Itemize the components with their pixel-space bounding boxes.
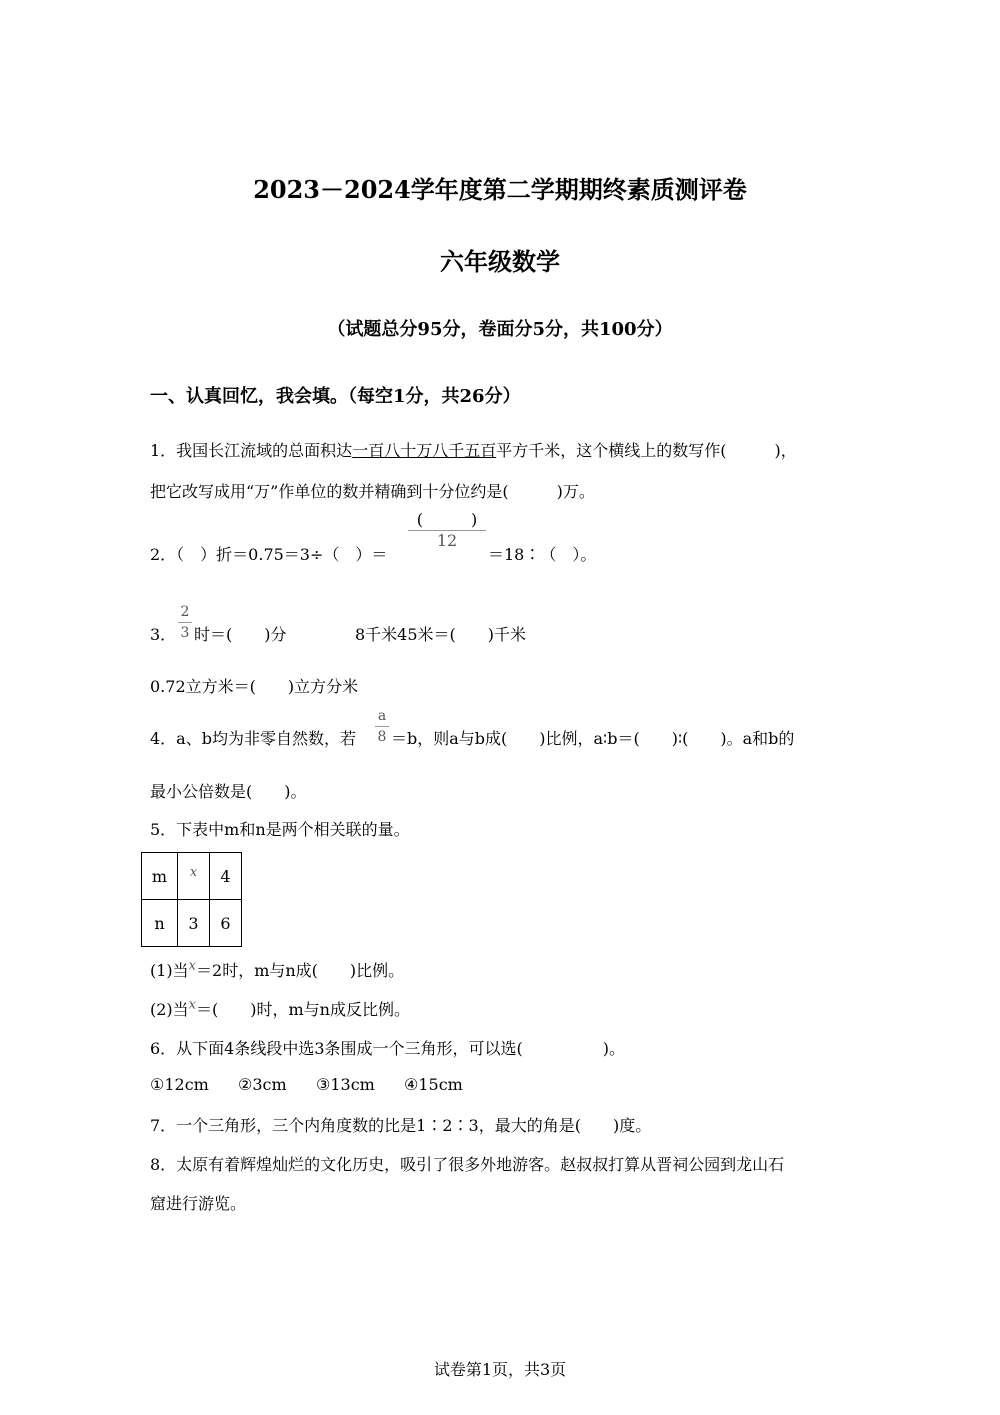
q4-frac-den: 8	[377, 729, 387, 745]
q4-line2: 最小公倍数是( )。	[150, 782, 307, 801]
q5-sub1	[150, 958, 404, 981]
q5-sub1-pre: (1)当	[150, 961, 189, 980]
q5-sub2-post: ＝( )时，m与n成反比例。	[196, 1000, 410, 1019]
table-cell-var: x	[189, 865, 198, 881]
q6-option-2: ②3cm	[238, 1075, 287, 1094]
exam-title: 2023－2024学年度第二学期期终素质测评卷	[253, 175, 747, 204]
q2-text: 2．（ ）折＝0.75＝3÷（ ）＝	[150, 545, 388, 564]
q1-underlined: 一百八十万八千五百	[352, 441, 497, 460]
q4-frac-num: a	[377, 708, 387, 724]
table-cell	[178, 853, 210, 900]
q5-sub2-var: x	[188, 997, 197, 1013]
q4-pre: 4．a、b均为非零自然数，若	[150, 729, 356, 748]
table-row	[142, 900, 242, 947]
q2-fraction	[408, 512, 486, 549]
table-cell: 3	[178, 900, 210, 947]
q2-post: ＝18∶（ ）。	[488, 545, 597, 564]
score-note: （试题总分95分，卷面分5分，共100分）	[327, 319, 673, 340]
table-cell: 4	[210, 853, 242, 900]
q3-frac-den: 3	[180, 625, 190, 641]
q3-frac-num: 2	[180, 604, 190, 620]
q1-post: 平方千米，这个横线上的数写作( )，	[496, 441, 797, 460]
q6-option-3: ③13cm	[316, 1075, 375, 1094]
exam-subtitle: 六年级数学	[440, 247, 560, 276]
table-row	[142, 853, 242, 900]
table-cell: 6	[210, 900, 242, 947]
q5-sub1-post: ＝2时，m与n成( )比例。	[196, 961, 405, 980]
q3-line2: 0.72立方米＝( )立方分米	[150, 677, 359, 696]
q1-line1	[150, 438, 797, 461]
q3-part2: 8千米45米＝( )千米	[355, 625, 527, 644]
q2-frac-num: ( )	[416, 510, 478, 529]
q8-line2: 窟进行游览。	[150, 1194, 247, 1213]
q5-sub2	[150, 997, 410, 1020]
page-footer: 试卷第1页，共3页	[433, 1360, 567, 1379]
table-cell: m	[142, 853, 178, 900]
q3-prefix: 3．	[150, 625, 177, 644]
q1-line2: 把它改写成用“万”作单位的数并精确到十分位约是( )万。	[150, 482, 595, 501]
q4-frac-bar	[375, 726, 389, 727]
q5-intro: 5．下表中m和n是两个相关联的量。	[150, 820, 410, 839]
mn-table	[141, 852, 242, 947]
q8-line1: 8．太原有着辉煌灿烂的文化历史，吸引了很多外地游客。赵叔叔打算从晋祠公园到龙山石	[150, 1155, 785, 1174]
table-cell: n	[142, 900, 178, 947]
q4-post: ＝b，则a与b成( )比例，a∶b＝( )∶( )。a和b的	[391, 729, 795, 748]
q6-option-1: ①12cm	[150, 1075, 209, 1094]
q3-part1: 时＝( )分	[194, 625, 287, 644]
q3-frac-bar	[178, 622, 192, 623]
q7-text: 7．一个三角形，三个内角度数的比是1∶2∶3，最大的角是( )度。	[150, 1116, 652, 1135]
q3-fraction	[178, 604, 192, 641]
q5-sub2-pre: (2)当	[150, 1000, 189, 1019]
q1-pre: 1．我国长江流域的总面积达	[150, 441, 353, 460]
q6-text: 6．从下面4条线段中选3条围成一个三角形，可以选( )。	[150, 1039, 626, 1058]
q2-frac-den: 12	[436, 531, 458, 550]
q5-sub1-var: x	[188, 958, 197, 974]
q4-fraction	[375, 708, 389, 745]
section-heading: 一、认真回忆，我会填。（每空1分，共26分）	[150, 386, 521, 407]
q6-option-4: ④15cm	[404, 1075, 463, 1094]
